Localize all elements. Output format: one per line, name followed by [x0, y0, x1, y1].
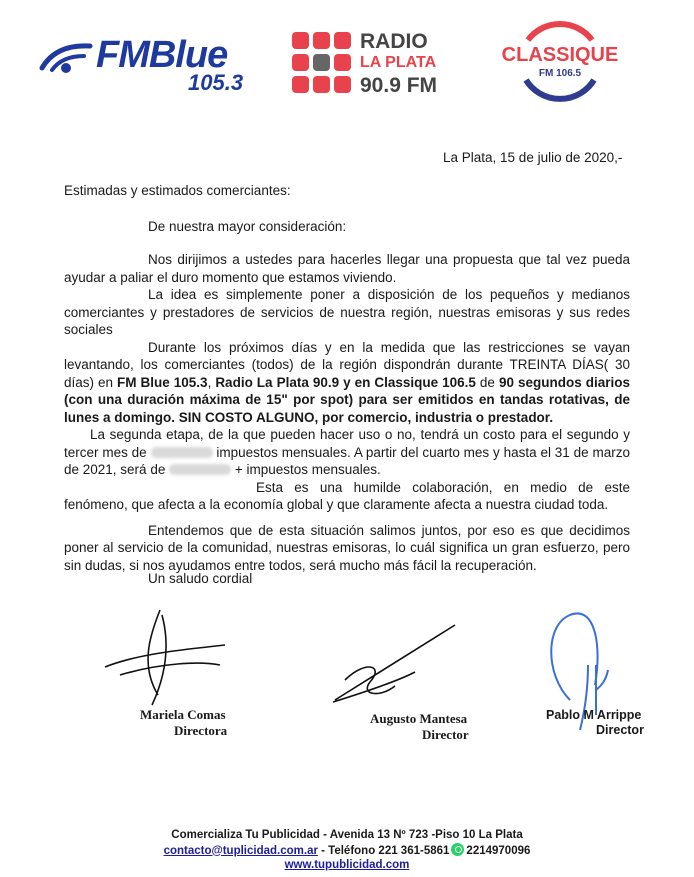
p3-text-c: ,: [207, 374, 216, 390]
signature-3-name: Pablo M Arrippe: [546, 708, 642, 722]
footer-email-link[interactable]: contacto@tuplicidad.com.ar: [163, 844, 318, 857]
whatsapp-icon: [451, 843, 464, 856]
paragraph-1: Nos dirijimos a ustedes para hacerles llegar una propuesta que tal vez pueda ayudar a paliar el duro momento que estamos viviendo.: [64, 252, 630, 285]
p4-text-c: + impuestos mensuales.: [234, 462, 381, 477]
signature-1-name: Mariela Comas: [140, 707, 226, 722]
signature-augusto-icon: [325, 620, 460, 710]
p3-offer: 90 segundos diarios (con una duración máxima de 15" por spot) para ser emitidos en tandas rotativas, de lunes a domingo. SIN COSTO ALGUNO, por comercio, industria o prestador.: [64, 374, 630, 425]
paragraph-2: La idea es simplemente poner a disposición de los pequeños y medianos comerciantes y prestadores de servicios de nuestra región, nuestras emisoras y sus redes sociales: [64, 287, 630, 337]
footer-phone: - Teléfono 221 361-5861: [317, 844, 450, 857]
radio-dots-icon: [290, 30, 354, 96]
footer-contact: [0, 843, 694, 859]
signature-2-name: Augusto Mantesa: [370, 711, 468, 726]
paragraph-3: [64, 339, 630, 427]
paragraph-4: [64, 426, 630, 479]
signature-mariela-icon: [100, 605, 230, 715]
p3-fmblue: FM Blue 105.3: [117, 374, 208, 390]
p3-text-e: de: [475, 374, 499, 390]
footer-whatsapp: 2214970096: [466, 844, 531, 857]
letter-body: [64, 251, 630, 574]
fmblue-brand: FMBlue: [96, 34, 228, 76]
signature-3-role: Director: [596, 723, 644, 737]
radio-line1: RADIO: [360, 30, 428, 53]
letter-closing: Un saludo cordial: [148, 571, 253, 586]
footer-web: [0, 858, 694, 873]
footer: [0, 828, 694, 873]
footer-address: Comercializa Tu Publicidad - Avenida 13 Nº 723 -Piso 10 La Plata: [171, 829, 523, 841]
p3-stations: Radio La Plata 90.9 y en Classique 106.5: [215, 374, 476, 390]
p4-text-b: impuestos mensuales. A partir del cuarto mes y hasta el 31 de marzo de 2021, será de: [64, 444, 630, 477]
fmblue-frequency: 105.3: [188, 70, 244, 95]
paragraph-5: Esta es una humilde colaboración, en medio de este fenómeno, que afecta a la economía global y que claramente afecta a nuestra ciudad toda.: [64, 479, 630, 512]
letter-greeting: Estimadas y estimados comerciantes:: [64, 183, 291, 198]
footer-website-link[interactable]: www.tupublicidad.com: [284, 859, 410, 871]
fmblue-logo: [38, 30, 248, 96]
radio-line3: 90.9 FM: [360, 74, 438, 97]
classique-logo: [490, 20, 630, 102]
letter-consideration: De nuestra mayor consideración:: [148, 219, 347, 234]
paragraph-6: Entendemos que de esta situación salimos juntos, por eso es que decidimos poner al servicio de la comunidad, nuestras emisoras, lo cuál significa un gran esfuerzo, pero sin dudas, si nos ayudamos entre todos, será mucho más fácil la recuperación.: [64, 522, 630, 573]
signature-1-role: Directora: [174, 723, 228, 738]
classique-frequency: FM 106.5: [538, 68, 582, 79]
radio-line2: LA PLATA: [360, 54, 437, 71]
p3-text-a: Durante los próximos días y en la medida que las restricciones se vayan levantando, los comerciantes (todos) de la región dispondrán durante TREINTA DÍAS( 30 días) en: [64, 339, 630, 390]
p4-text-a: La segunda etapa, de la que pueden hacer uso o no, tendrá un costo para el segundo y tercer mes de: [64, 427, 630, 460]
letter-date: La Plata, 15 de julio de 2020,-: [443, 150, 623, 165]
redacted-price: [151, 447, 213, 458]
redacted-price: [169, 464, 231, 475]
classique-name: CLASSIQUE: [501, 44, 619, 66]
signature-2-role: Director: [422, 727, 469, 742]
radio-la-plata-logo: [290, 30, 450, 100]
